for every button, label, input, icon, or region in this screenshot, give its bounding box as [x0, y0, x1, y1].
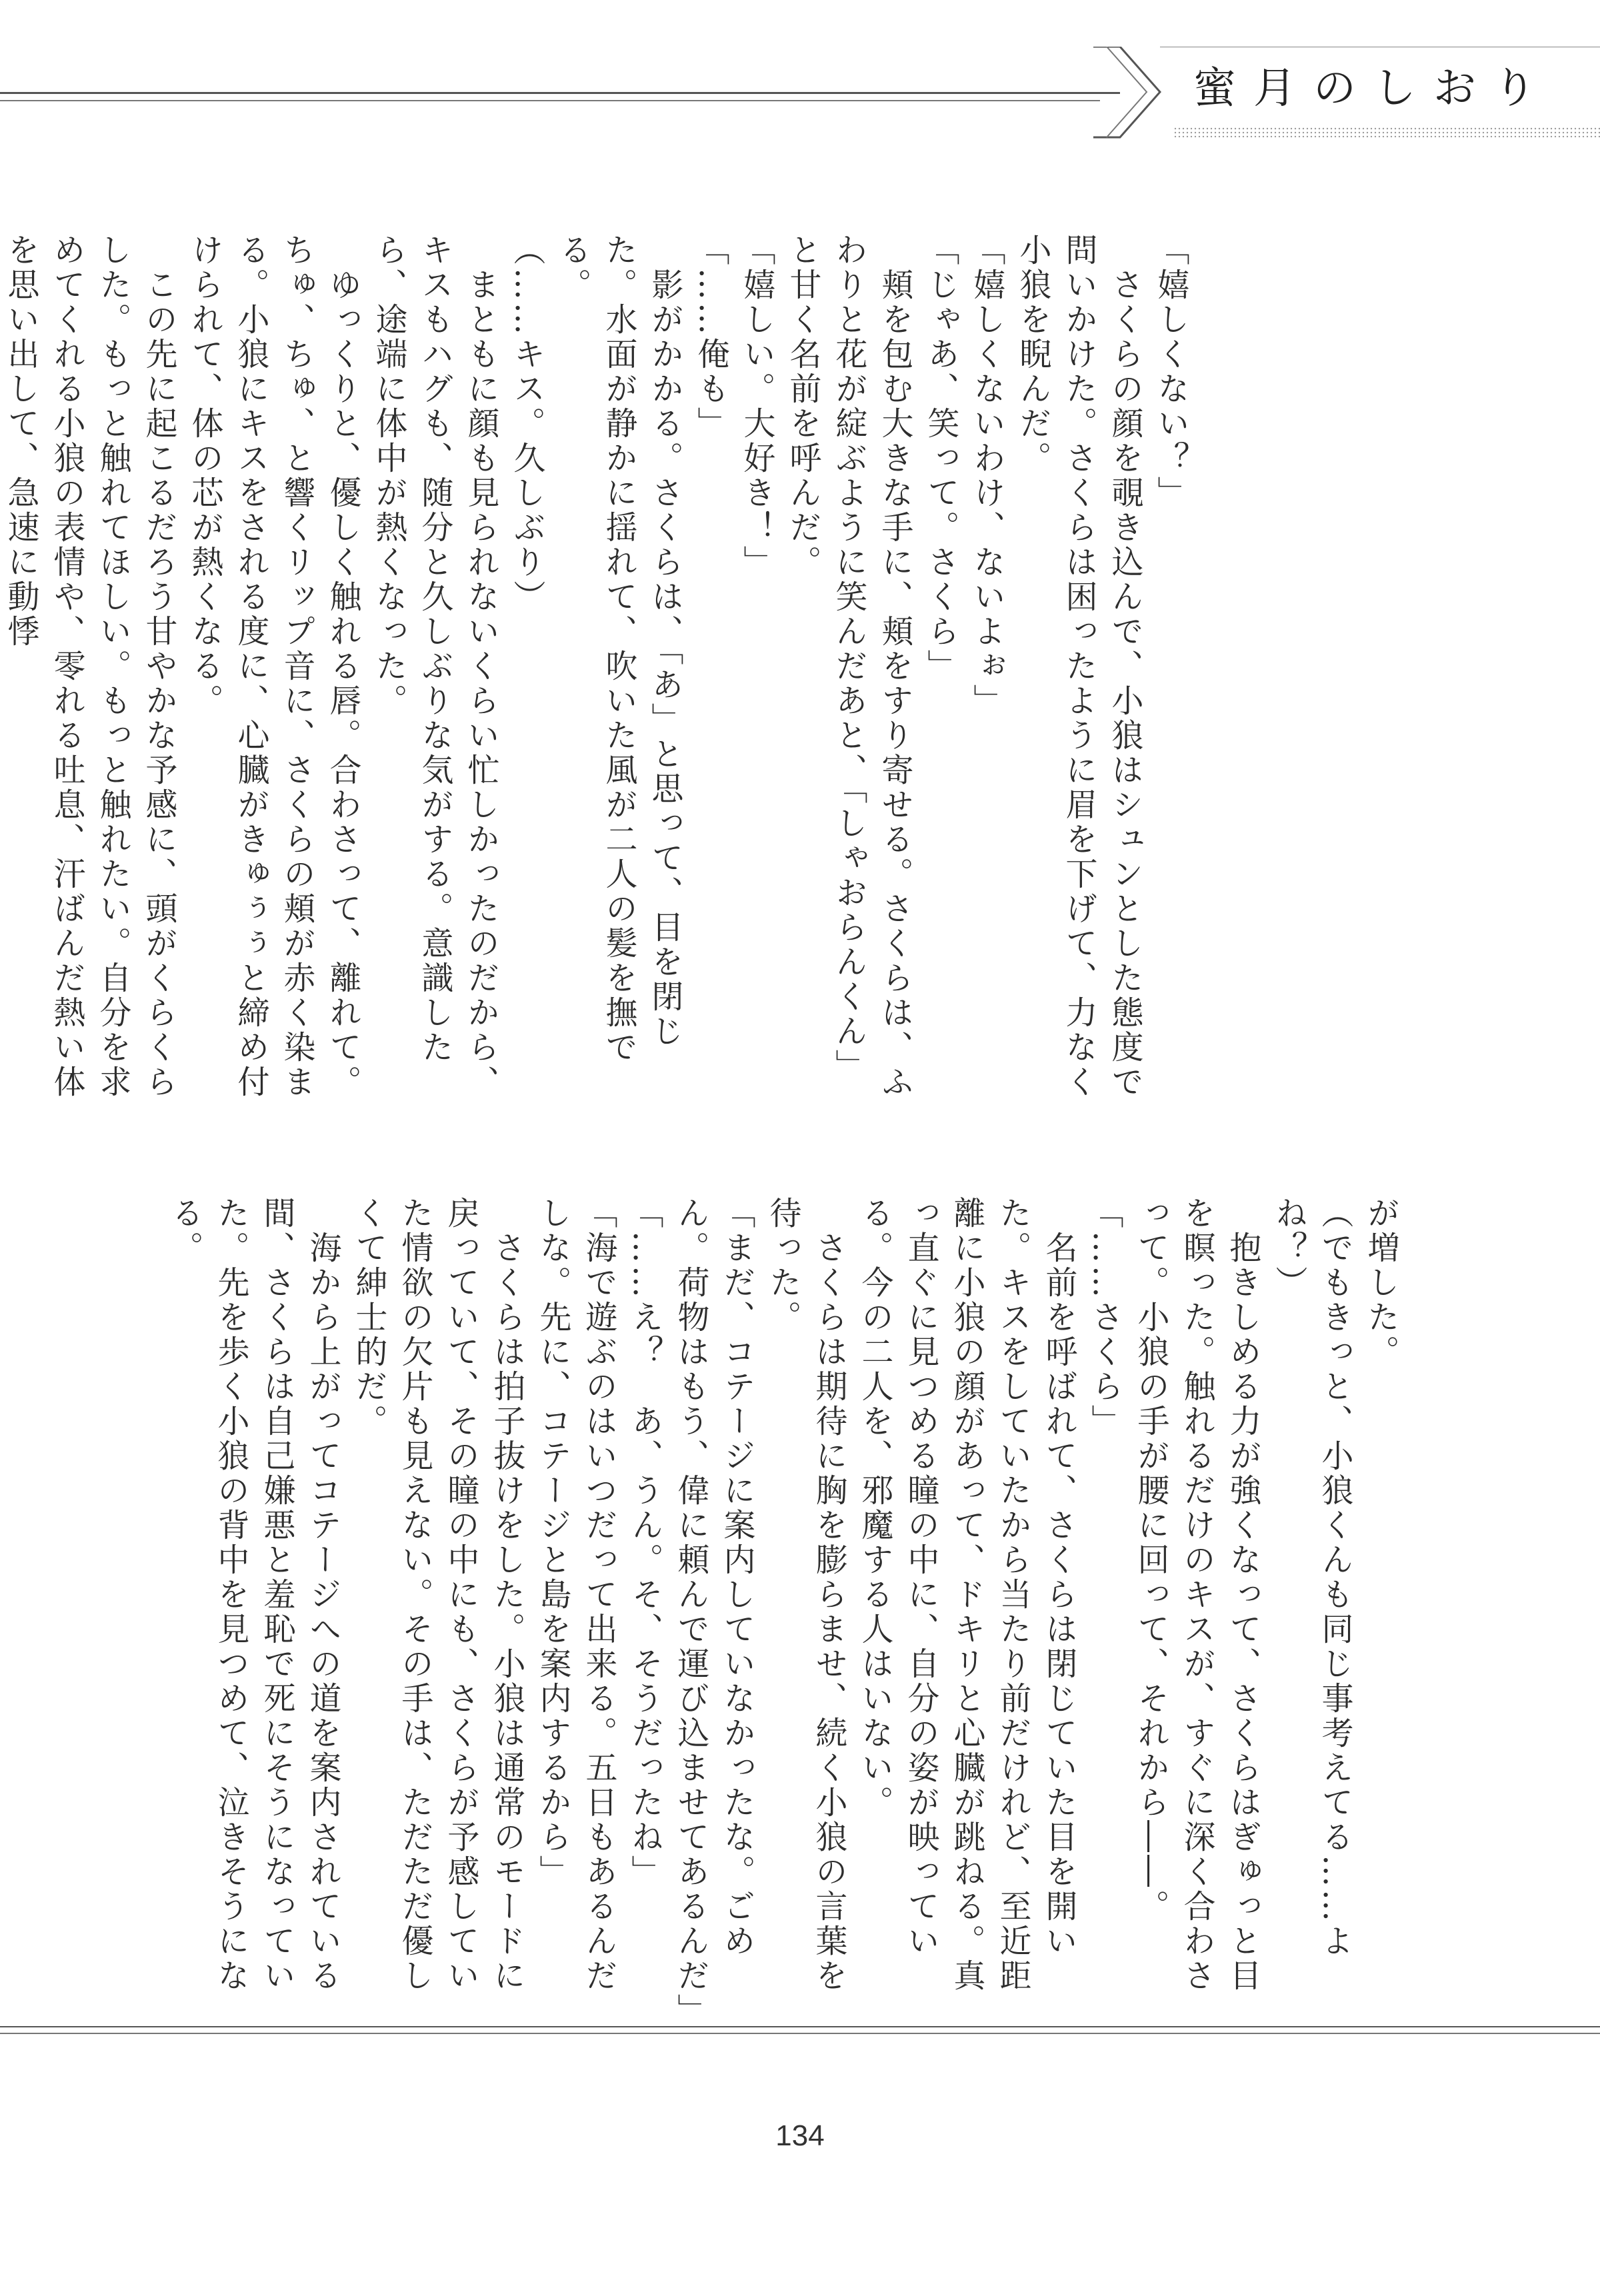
paragraph: この先に起こるだろう甘やかな予感に、頭がくらくらした。もっと触れてほしい。もっと触れたい。自分を求めてくれる小狼の表情や、零れる吐息、汗ばんだ熱い体を思い出して、急速に動悸: [2, 233, 177, 1100]
paragraph: 「……俺も」: [692, 233, 729, 441]
paragraph: さくらは期待に胸を膨らませ、続く小狼の言葉を待った。: [764, 1196, 847, 1993]
paragraph: 「海で遊ぶのはいつだって出来る。五日もあるんだしな。先に、コテージと島を案内するから」: [534, 1196, 617, 1993]
paragraph: 抱きしめる力が強くなって、さくらはぎゅっと目を瞑った。触れるだけのキスが、すぐに深く合わさって。小狼の手が腰に回って、それから――。: [1132, 1196, 1261, 1993]
paragraph: （でもきっと、小狼くんも同じ事考えてる……よね？）: [1270, 1196, 1353, 1959]
paragraph: さくらは拍子抜けをした。小狼は通常のモードに戻っていて、その瞳の中にも、さくらが予感していた情欲の欠片も見えない。その手は、ただただ優しくて紳士的だ。: [350, 1196, 525, 1993]
paragraph: 「嬉しい。大好き！」: [738, 233, 775, 580]
paragraph: ゆっくりと、優しく触れる唇。合わさって、離れて。ちゅ、ちゅ、と響くリップ音に、さくらの頬が赤く染まる。小狼にキスをされる度に、心臓がきゅぅぅと締め付けられて、体の芯が熱くなる。: [186, 233, 361, 1100]
header-rule-outer: [0, 92, 1120, 94]
paragraph: まともに顔も見られないくらい忙しかったのだから、キスもハグも、随分と久しぶりな気がする。意識したら、途端に体中が熱くなった。: [370, 233, 499, 1100]
text-block-top: [2, 233, 1193, 1100]
text-block-bottom: [166, 1196, 1403, 2028]
paragraph: が増した。: [1362, 1196, 1399, 1370]
paragraph: 「じゃあ、笑って。さくら」: [922, 233, 959, 684]
paragraph: 「嬉しくないわけ、ないよぉ」: [968, 233, 1005, 718]
paragraph: 頬を包む大きな手に、頬をすり寄せる。さくらは、ふわりと花が綻ぶように笑んだあと、「しゃおらんくん」と甘く名前を呼んだ。: [784, 233, 913, 1100]
paragraph: 「……え？ あ、うん。そ、そうだったね」: [626, 1196, 663, 1889]
paragraph: さくらの顔を覗き込んで、小狼はシュンとした態度で問いかけた。さくらは困ったように眉を下げて、力なく小狼を睨んだ。: [1014, 233, 1143, 1100]
paragraph: 「まだ、コテージに案内していなかったな。ごめん。荷物はもう、偉に頼んで運び込ませてあるんだ」: [672, 1196, 755, 2028]
paragraph: 「……さくら」: [1086, 1196, 1123, 1439]
paragraph: （……キス。久しぶり）: [508, 233, 545, 614]
page-number: 134: [775, 2119, 825, 2152]
footer-rule-bottom: [0, 2033, 1600, 2034]
footer-rule-top: [0, 2026, 1600, 2027]
paragraph: 影がかかる。さくらは、「あ」と思って、目を閉じた。水面が静かに揺れて、吹いた風が二人の髪を撫でる。: [554, 233, 683, 1065]
page-header-title: 蜜月のしおり: [1193, 64, 1553, 113]
paragraph: 名前を呼ばれて、さくらは閉じていた目を開いた。キスをしていたから当たり前だけれど、至近距離に小狼の顔があって、ドキリと心臓が跳ねる。真っ直ぐに見つめる瞳の中に、自分の姿が映っている。今の二人を、邪魔する人はいない。: [856, 1196, 1077, 1993]
paragraph: 海から上がってコテージへの道を案内されている間、さくらは自己嫌悪と羞恥で死にそうになっていた。先を歩く小狼の背中を見つめて、泣きそうになる。: [166, 1196, 341, 1993]
paragraph: 「嬉しくない？」: [1152, 233, 1189, 511]
header-rule-inner: [0, 100, 1100, 101]
